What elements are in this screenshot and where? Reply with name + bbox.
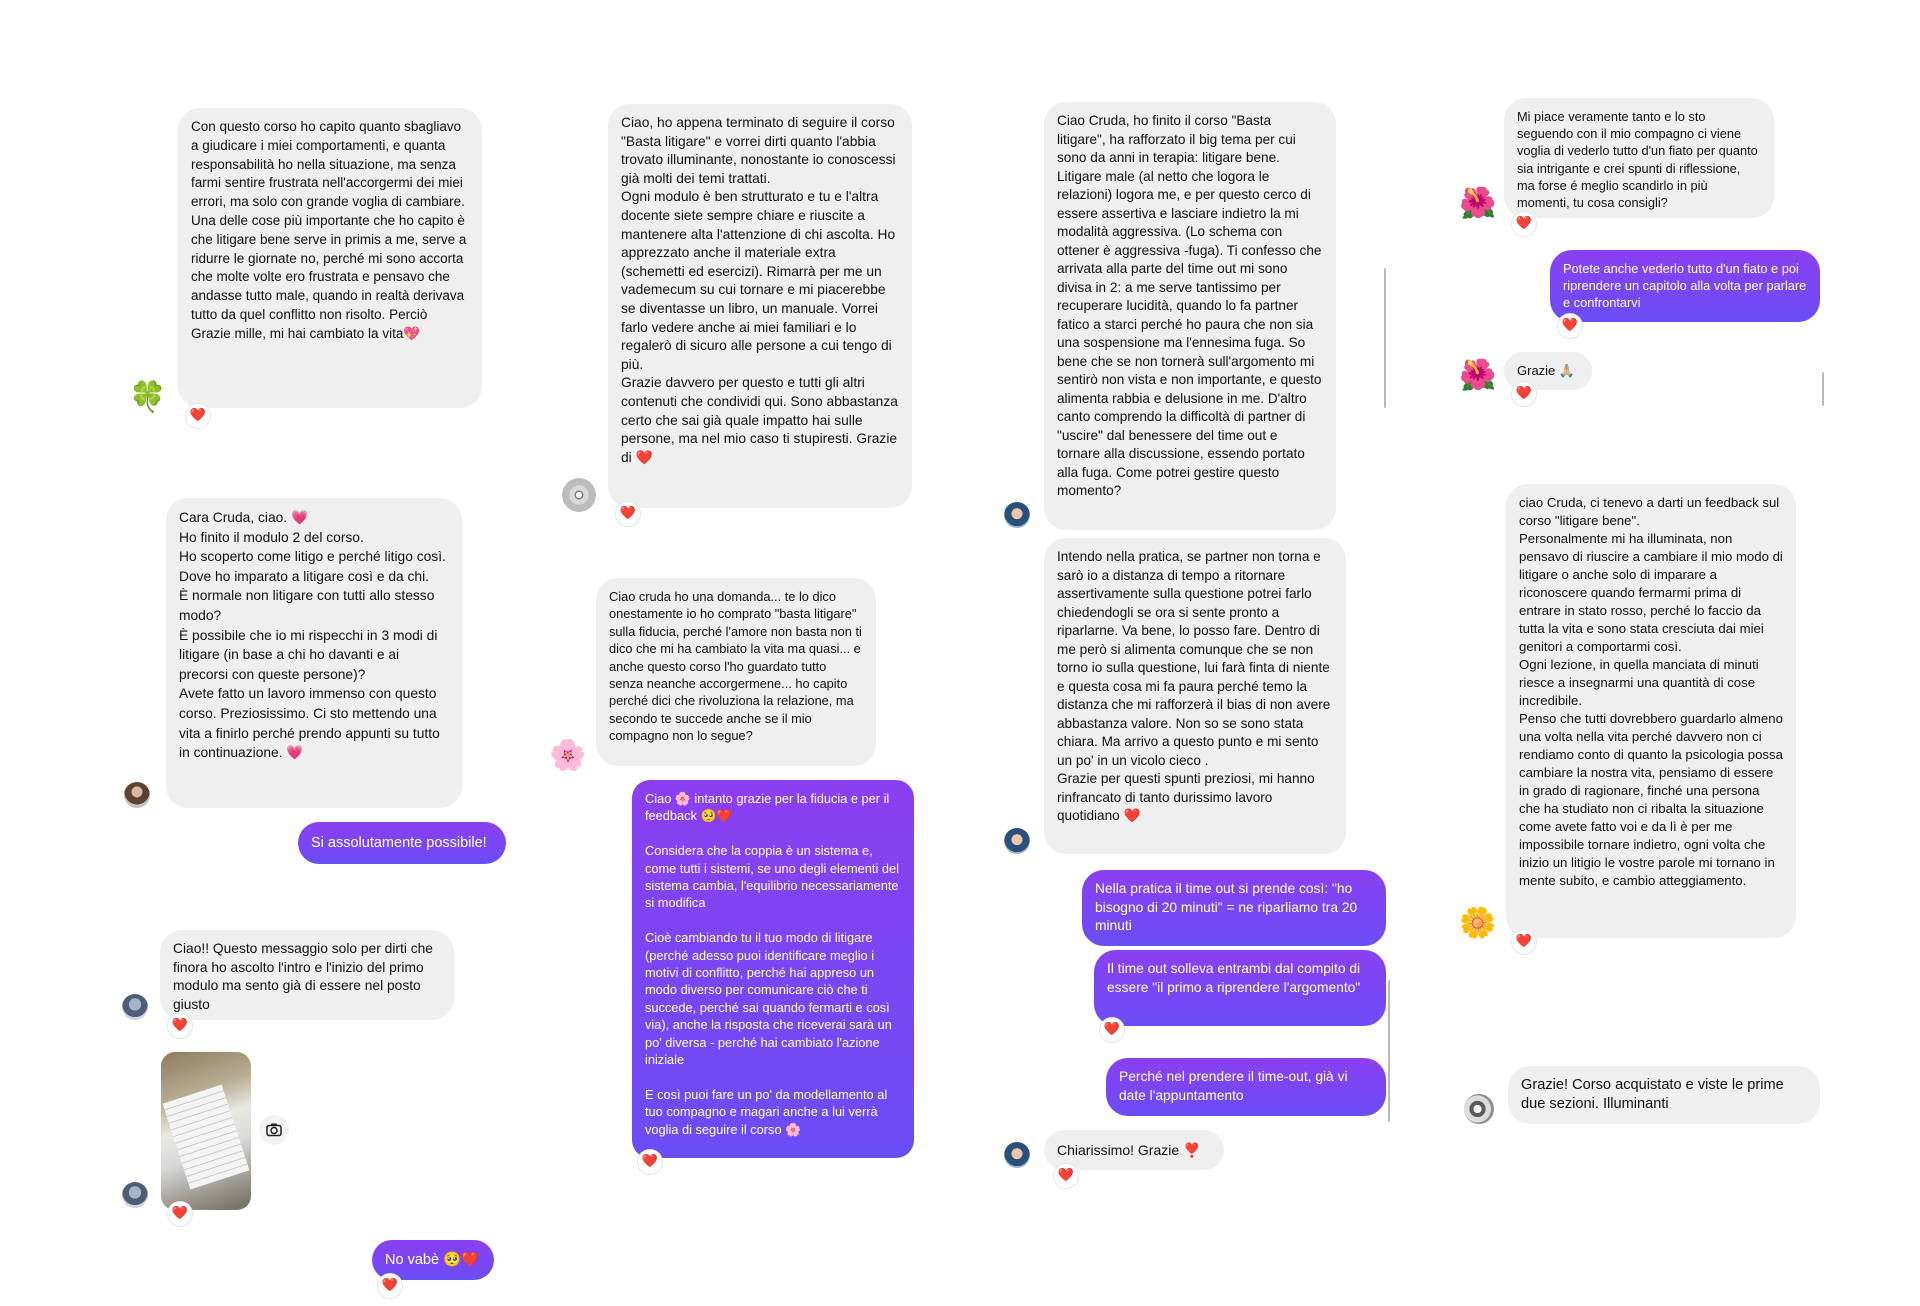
message-bubble: Intendo nella pratica, se partner non torna e sarò io a distanza di tempo a ritornare assertivamente sulla questione potrei farlo chiedendogli se ora si sente pronto a riparlarne. Va bene, lo posso fare. Dentro di me però si alimenta comunque che se non torno io sulla questione, lui farà finta di niente e questa cosa mi fa paura perché temo la distanza che mi rafforzerà il bias di non avere abbastanza valore. Non so se sono stata chiara. Ma arrivo a questo punto e mi sento un po' in un vicolo cieco . Grazie per questi spunti preziosi, mi hanno rinfrancato di tanto durissimo lavoro quotidiano ❤️ (1044, 538, 1346, 854)
heart-reaction: ❤️ (1512, 212, 1536, 236)
message-bubble: Potete anche vederlo tutto d'un fiato e poi riprendere un capitolo alla volta per parlare e confrontarvi (1550, 250, 1820, 322)
avatar (1004, 502, 1030, 528)
message-bubble: Cara Cruda, ciao. 💗 Ho finito il modulo 2 del corso. Ho scoperto come litigo e perché litigo così. Dove ho imparato a litigare così e da chi. È normale non litigare con tutti allo stesso modo? È possibile che io mi rispecchi in 3 modi di litigare (in base a chi ho davanti e ai precorsi con queste persone)? Avete fatto un lavoro immenso con questo corso. Preziosissimo. Ci sto mettendo una vita a finirlo perché prendo appunti su tutto in continuazione. 💗 (166, 498, 462, 808)
message-bubble: Chiarissimo! Grazie ❣️ (1044, 1130, 1224, 1170)
photo-attachment[interactable] (161, 1052, 251, 1210)
message-bubble: Con questo corso ho capito quanto sbagliavo a giudicare i miei comportamenti, e quanta responsabilità ho nella situazione, ma senza farmi sentire frustrata nell'accorgermi dei miei errori, ma solo con grande voglia di cambiare. Una delle cose più importante che ho capito è che litigare bene serve in primis a me, serve a ridurre le giornate no, perché mi sono accorta che molte volte ero frustrata e pensavo che andasse tutto male, quando in realtà derivava tutto da quel conflitto non risolto. Perciò Grazie mille, mi hai cambiato la vita💖 (178, 108, 482, 408)
message-bubble: ciao Cruda, ci tenevo a darti un feedback sul corso "litigare bene". Personalmente mi ha illuminata, non pensavo di riuscire a cambiare il mio modo di litigare o anche solo di imparare a riconoscere quando fermarmi prima di entrare in stato rosso, perché lo faccio da tutta la vita e sono stata cresciuta dai miei genitori a comportarmi così. Ogni lezione, in quella manciata di minuti riesce a insegnarmi una quantità di cose incredibile. Penso che tutti dovrebbero guardarlo almeno una volta nella vita perché davvero non ci rendiamo conto di quanto la psicologia possa cambiare la nostra vita, pensiamo di essere in grado di ragionare, finché una persona che ha studiato non ci ribalta la situazione come avete fatto voi e da lì è per me impossibile tornare indietro, ogni volta che inizio un litigio le vostre parole mi tornano in mente subito, e cambio atteggiamento. (1506, 484, 1796, 938)
heart-reaction: ❤️ (638, 1150, 662, 1174)
message-bubble: Grazie 🙏🏼 (1504, 352, 1592, 390)
message-bubble: Ciao, ho appena terminato di seguire il corso "Basta litigare" e vorrei dirti quanto l'abbia trovato illuminante, nonostante io conoscessi già molti dei temi trattati. Ogni modulo è ben strutturato e tu e l'altra docente siete sempre chiare e riuscite a mantenere alta l'attenzione di chi ascolta. Ho apprezzato anche il materiale extra (schemetti ed esercizi). Rimarrà per me un vademecum su cui tornare e mi piacerebbe se diventasse un libro, un manuale. Vorrei farlo vedere anche ai miei familiari e lo regalerò di sicuro alle persone a cui tengo di più. Grazie davvero per questo e tutti gli altri contenuti che condividi qui. Sono abbastanza certo che sai già quale impatto hai sulle persone, ma nel mio caso ti stupiresti. Grazie di ❤️ (608, 104, 912, 508)
message-bubble: Mi piace veramente tanto e lo sto seguendo con il mio compagno ci viene voglia di vederlo tutto d'un fiato per quanto sia intrigante e crei spunti di riflessione, ma forse é meglio scandirlo in più momenti, tu cosa consigli? (1504, 98, 1774, 218)
avatar (562, 478, 596, 512)
heart-reaction: ❤️ (378, 1274, 402, 1298)
camera-icon[interactable] (259, 1115, 289, 1145)
avatar (122, 1182, 148, 1208)
heart-reaction: ❤️ (1512, 930, 1536, 954)
message-bubble: Ciao Cruda, ho finito il corso "Basta litigare", ha rafforzato il big tema per cui sono da anni in terapia: litigare bene. Litigare male (al netto che logora le relazioni) logora me, e per questo cerco di essere assertiva e lasciare indietro la mi modalità aggressiva. (Lo schema con ottener è aggressiva -fuga). Ti confesso che arrivata alla parte del time out mi sono divisa in 2: a me serve tantissimo per recuperare lucidità, quando lo fa partner fatico a starci perché ho paura che non sia una sospensione ma l'ennesima fuga. So bene che se non tornerà sull'argomento mi sentirò non vista e non importante, e questo alimenta rabbia e delusione in me. D'altro canto comprendo la difficoltà di partner di "uscire" dal benessere del time out e tornare alla discussione, essendo portato alla fuga. Come potrei gestire questo momento? (1044, 102, 1336, 530)
avatar (122, 994, 148, 1020)
heart-reaction: ❤️ (1054, 1164, 1078, 1188)
message-bubble: Si assolutamente possibile! (298, 822, 506, 864)
avatar: 🍀 (129, 380, 167, 415)
scrollbar[interactable] (1822, 372, 1824, 406)
message-bubble: Ciao 🌸 intanto grazie per la fiducia e per il feedback 🥺❤️ Considera che la coppia è un sistema e, come tutti i sistemi, se uno degli elementi del sistema cambia, l'equilibrio necessariamente si modifica Cioè cambiando tu il tuo modo di litigare (perché adesso puoi identificare meglio i motivi di conflitto, perché hai appreso un modo diverso per comunicare ciò che ti succede, perché sai quando fermarti e così via), anche la risposta che riceverai sarà un po' diversa - perché hai cambiato l'azione iniziale E così puoi fare un po' da modellamento al tuo compagno e magari anche a lui verrà voglia di seguire il corso 🌸 (632, 780, 914, 1158)
message-bubble: Nella pratica il time out si prende così: "ho bisogno di 20 minuti" = ne riparliamo tra 20 minuti (1082, 870, 1386, 946)
heart-reaction: ❤️ (186, 404, 210, 428)
heart-reaction: ❤️ (1558, 314, 1582, 338)
avatar: 🌺 (1459, 186, 1497, 221)
message-bubble: Il time out solleva entrambi dal compito di essere "il primo a riprendere l'argomento" (1094, 950, 1386, 1026)
heart-reaction: ❤️ (1100, 1018, 1124, 1042)
message-bubble: Ciao cruda ho una domanda... te lo dico onestamente io ho comprato "basta litigare" sulla fiducia, perché l'amore non basta non ti dico che mi ha cambiato la vita ma quasi... e anche questo corso l'ho guardato tutto senza neanche accorgermene... ho capito perché dici che rivoluziona la relazione, ma secondo te succede anche se il mio compagno non lo segue? (596, 578, 876, 766)
message-bubble: Perché nel prendere il time-out, già vi date l'appuntamento (1106, 1058, 1386, 1116)
heart-reaction: ❤️ (1512, 382, 1536, 406)
heart-reaction: ❤️ (168, 1202, 192, 1226)
heart-reaction: ❤️ (616, 502, 640, 526)
avatar: 🌺 (1459, 358, 1497, 393)
avatar (1464, 1094, 1494, 1124)
message-bubble: Ciao!! Questo messaggio solo per dirti che finora ho ascolto l'intro e l'inizio del primo modulo ma sento già di essere nel posto giusto (160, 930, 454, 1020)
message-bubble: No vabè 🥺❤️ (372, 1240, 494, 1280)
avatar (1004, 1142, 1030, 1168)
scrollbar[interactable] (1384, 268, 1386, 408)
photo-paper (163, 1085, 250, 1190)
avatar: 🌸 (549, 738, 587, 773)
message-bubble: Grazie! Corso acquistato e viste le prime due sezioni. Illuminanti (1508, 1066, 1820, 1124)
heart-reaction: ❤️ (168, 1014, 192, 1038)
avatar (1004, 828, 1030, 854)
avatar (124, 782, 150, 808)
scrollbar[interactable] (1388, 980, 1390, 1122)
avatar: 🌼 (1459, 906, 1497, 941)
